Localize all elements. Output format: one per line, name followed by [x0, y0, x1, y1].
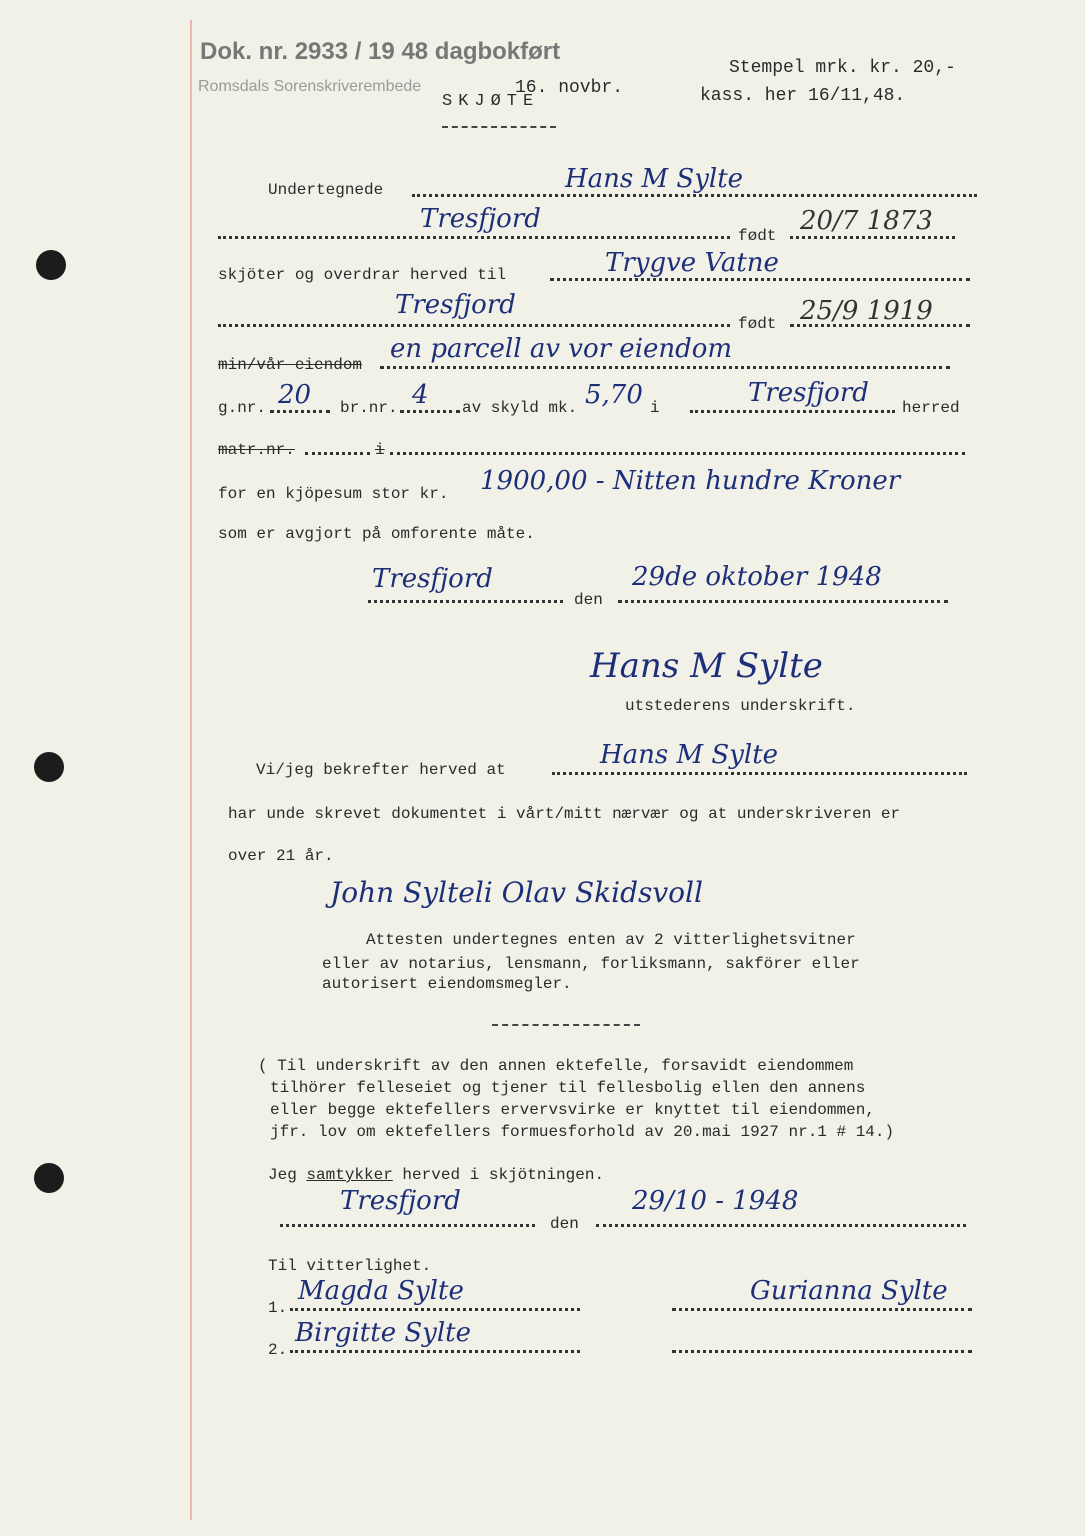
dotted-line: [552, 770, 967, 775]
dotted-line: [218, 322, 730, 327]
court-stamp: Romsdals Sorenskriverembede: [198, 78, 422, 95]
stamp-fee: Stempel mrk. kr. 20,-: [729, 58, 956, 78]
dotted-line: [390, 450, 965, 455]
seller-name: Hans M Sylte: [565, 164, 744, 194]
buyer-name: Trygve Vatne: [605, 248, 779, 278]
buyer-birthdate: 25/9 1919: [800, 296, 933, 326]
i-label: i: [650, 399, 660, 417]
issuer-signature: Hans M Sylte: [590, 646, 823, 686]
dotted-line: [368, 598, 563, 603]
dotted-line: [290, 1348, 580, 1353]
spouse-para-3: eller begge ektefellers ervervsvirke er knyttet til eiendommen,: [270, 1101, 875, 1119]
margin-line: [190, 20, 192, 1520]
attest-note-2: eller av notarius, lensmann, forliksmann, sakförer eller: [322, 955, 860, 973]
dotted-line: [672, 1348, 972, 1353]
dotted-line: [596, 1222, 966, 1227]
fodt-label: født: [738, 315, 777, 333]
attest-age: over 21 år.: [228, 847, 334, 865]
herred-value: Tresfjord: [748, 378, 869, 408]
purchase-sum: 1900,00 - Nitten hundre Kroner: [480, 466, 901, 496]
fodt-label: født: [738, 227, 777, 245]
witness-2-signature: Birgitte Sylte: [295, 1318, 472, 1348]
spouse-para-4: jfr. lov om ektefellers formuesforhold av 20.mai 1927 nr.1 # 14.): [270, 1123, 895, 1141]
attest-label: Vi/jeg bekrefter herved at: [256, 761, 506, 779]
skyld-value: 5,70: [585, 380, 643, 410]
spouse-para-2: tilhörer fellesеiet og tjener til fellesbolig ellen den annens: [270, 1079, 866, 1097]
property-description: en parcell av vor eiendom: [390, 334, 733, 364]
dotted-line: [690, 408, 895, 413]
witness-1-signature: Magda Sylte: [298, 1276, 464, 1306]
attest-note-3: autorisert eiendomsmegler.: [322, 975, 572, 993]
attest-note-1: Attesten undertegnes enten av 2 vitterlighetsvitner: [366, 931, 856, 949]
attest-text: har unde skrevet dokumentet i vårt/mitt nærvær og at underskriveren er: [228, 805, 901, 823]
sign-place: Tresfjord: [372, 564, 493, 594]
binder-hole: [34, 752, 64, 782]
bnr-value: 4: [412, 380, 429, 410]
matr-i-label: i: [375, 441, 385, 459]
dotted-line: [270, 408, 330, 413]
seller-place: Tresfjord: [420, 204, 541, 234]
buyer-place: Tresfjord: [395, 290, 516, 320]
sign-date: 29de oktober 1948: [632, 562, 882, 592]
den-label: den: [574, 591, 603, 609]
dotted-line: [290, 1306, 580, 1311]
eiendom-label: min/vår eiendom: [218, 356, 363, 374]
spouse-para-1: ( Til underskrift av den annen ektefelle, forsavidt eiendommem: [258, 1057, 854, 1075]
den-label: den: [550, 1215, 579, 1233]
skjoter-label: skjöter og overdrar herved til: [218, 266, 507, 284]
avgjort-text: som er avgjort på omforente måte.: [218, 525, 535, 543]
dotted-line: [280, 1222, 535, 1227]
gnr-value: 20: [278, 380, 312, 410]
registry-date: 16. novbr.: [515, 78, 624, 98]
spouse-signature: Gurianna Sylte: [750, 1276, 948, 1306]
cashier-note: kass. her 16/11,48.: [700, 86, 906, 106]
dotted-line: [218, 234, 730, 239]
witness-number-2: 2.: [268, 1341, 288, 1359]
document-title: SKJØTE: [442, 92, 540, 111]
skyld-label: av skyld mk.: [462, 399, 578, 417]
bnr-label: br.nr.: [340, 399, 398, 417]
consent-text: Jeg samtykker herved i skjötningen.: [268, 1166, 605, 1184]
binder-hole: [34, 1163, 64, 1193]
undertegnede-label: Undertegnede: [268, 181, 384, 199]
witness-number-1: 1.: [268, 1299, 288, 1317]
binder-hole: [36, 250, 66, 280]
section-divider: [492, 1024, 640, 1026]
dotted-line: [672, 1306, 972, 1311]
vitterlighet-label: Til vitterlighet.: [268, 1257, 432, 1275]
dotted-line: [380, 364, 950, 369]
dotted-line: [305, 450, 370, 455]
consent-date: 29/10 - 1948: [632, 1186, 799, 1216]
dotted-line: [400, 408, 460, 413]
herred-label: herred: [902, 399, 960, 417]
kjopesum-label: for en kjöpesum stor kr.: [218, 485, 449, 503]
seller-birthdate: 20/7 1873: [800, 206, 933, 236]
title-underline: [442, 126, 556, 128]
consent-place: Tresfjord: [340, 1186, 461, 1216]
witness-signatures: John Sylteli Olav Skidsvoll: [330, 876, 703, 909]
utsteder-label: utstederens underskrift.: [625, 697, 856, 715]
attest-name: Hans M Sylte: [600, 740, 779, 770]
gnr-label: g.nr.: [218, 399, 267, 417]
dotted-line: [618, 598, 948, 603]
matr-label: matr.nr.: [218, 441, 295, 459]
registry-stamp: Dok. nr. 2933 / 19 48 dagbokført: [200, 38, 561, 65]
